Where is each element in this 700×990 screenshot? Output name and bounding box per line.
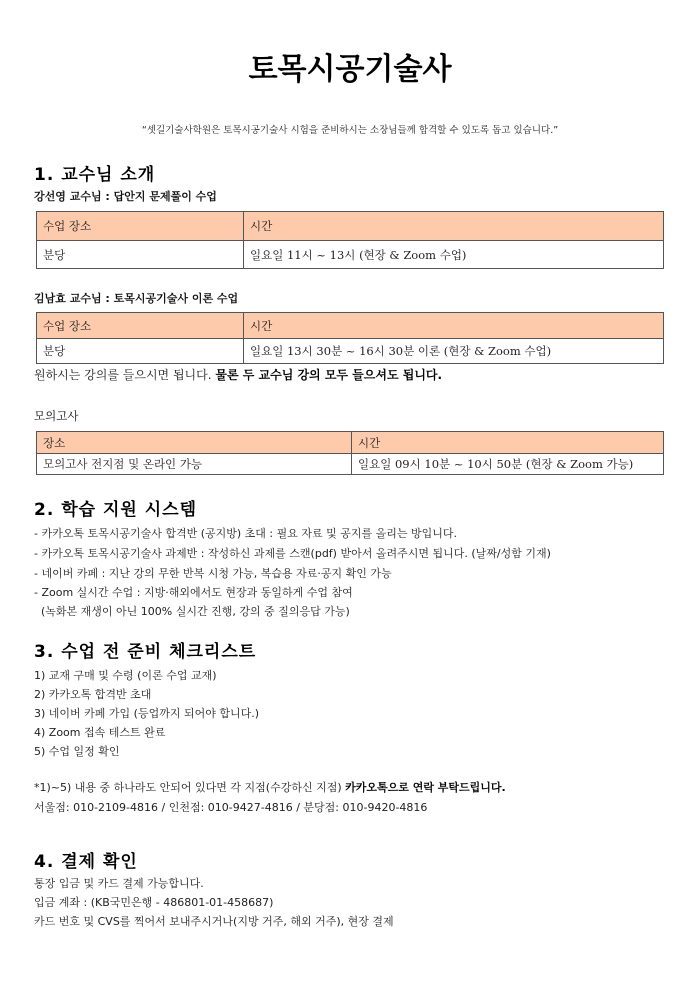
header-time: 시간	[244, 212, 664, 241]
document-title: 토목시공기술사	[248, 52, 452, 87]
prof2-label: 김남효 교수님 : 토목시공기술사 이론 수업	[34, 292, 239, 305]
checklist-item: 2) 카카오톡 합격반 초대	[34, 688, 152, 701]
cell-location: 분당	[37, 241, 244, 269]
table-row	[37, 454, 664, 475]
support-item: (녹화본 재생이 아닌 100% 실시간 진행, 강의 중 질의응답 가능)	[34, 605, 350, 618]
support-item: - Zoom 실시간 수업 : 지방·해외에서도 현장과 동일하게 수업 참여	[34, 586, 353, 599]
checklist-item: 3) 네이버 카페 가입 (등업까지 되어야 합니다.)	[34, 707, 259, 720]
attendance-note	[34, 366, 442, 383]
table-header-row	[37, 313, 664, 339]
header-location: 수업 장소	[37, 313, 244, 339]
checklist-item: 4) Zoom 접속 테스트 완료	[34, 726, 166, 739]
section2-heading: 2. 학습 지원 시스템	[34, 500, 197, 520]
cell-location: 분당	[37, 339, 244, 364]
header-location: 장소	[37, 432, 352, 454]
attendance-note-normal: 원하시는 강의를 들으시면 됩니다.	[34, 368, 216, 382]
checklist-item: 1) 교재 구매 및 수령 (이론 수업 교재)	[34, 669, 217, 682]
header-time: 시간	[244, 313, 664, 339]
prof1-label: 강선영 교수님 : 답안지 문제풀이 수업	[34, 190, 217, 203]
intro-quote: “셋길기술사학원은 토목시공기술사 시험을 준비하시는 소장님들께 합격할 수 있도록 돕고 있습니다.”	[141, 125, 559, 136]
payment-item: 입금 계좌 : (KB국민은행 - 486801-01-458687)	[34, 896, 274, 909]
mock-exam-label: 모의고사	[34, 409, 79, 423]
checklist-notice	[34, 779, 506, 795]
table-row	[37, 241, 664, 269]
support-item: - 카카오톡 토목시공기술사 합격반 (공지방) 초대 : 필요 자료 및 공지를 올리는 방입니다.	[34, 527, 457, 540]
branch-contacts: 서울점: 010-2109-4816 / 인천점: 010-9427-4816 / 분당점: 010-9420-4816	[34, 801, 428, 814]
section1-heading: 1. 교수님 소개	[34, 165, 156, 185]
section3-heading: 3. 수업 전 준비 체크리스트	[34, 642, 257, 662]
attendance-note-bold: 물론 두 교수님 강의 모두 들으셔도 됩니다.	[215, 368, 443, 382]
mock-exam-table	[36, 431, 664, 475]
cell-time: 일요일 13시 30분 ~ 16시 30분 이론 (현장 & Zoom 수업)	[244, 339, 664, 364]
prof2-schedule-table	[36, 312, 664, 364]
prof1-schedule-table	[36, 211, 664, 269]
payment-item: 통장 입금 및 카드 결제 가능합니다.	[34, 877, 204, 890]
checklist-notice-bold: 카카오톡으로 연락 부탁드립니다.	[345, 781, 506, 794]
checklist-notice-normal: *1)~5) 내용 중 하나라도 안되어 있다면 각 지점(수강하신 지점)	[34, 781, 346, 794]
header-time: 시간	[352, 432, 664, 454]
checklist-item: 5) 수업 일정 확인	[34, 745, 120, 758]
table-header-row	[37, 432, 664, 454]
payment-item: 카드 번호 및 CVS를 찍어서 보내주시거나(지방 거주, 해외 거주), 현장 결제	[34, 915, 394, 928]
table-header-row	[37, 212, 664, 241]
support-item: - 카카오톡 토목시공기술사 과제반 : 작성하신 과제를 스캔(pdf) 받아서 올려주시면 됩니다. (날짜/성함 기재)	[34, 547, 551, 560]
header-location: 수업 장소	[37, 212, 244, 241]
cell-time: 일요일 11시 ~ 13시 (현장 & Zoom 수업)	[244, 241, 664, 269]
cell-location: 모의고사 전지점 및 온라인 가능	[37, 454, 352, 475]
support-item: - 네이버 카페 : 지난 강의 무한 반복 시청 가능, 복습용 자료·공지 확인 가능	[34, 567, 392, 580]
section4-heading: 4. 결제 확인	[34, 852, 138, 872]
cell-time: 일요일 09시 10분 ~ 10시 50분 (현장 & Zoom 가능)	[352, 454, 664, 475]
table-row	[37, 339, 664, 364]
